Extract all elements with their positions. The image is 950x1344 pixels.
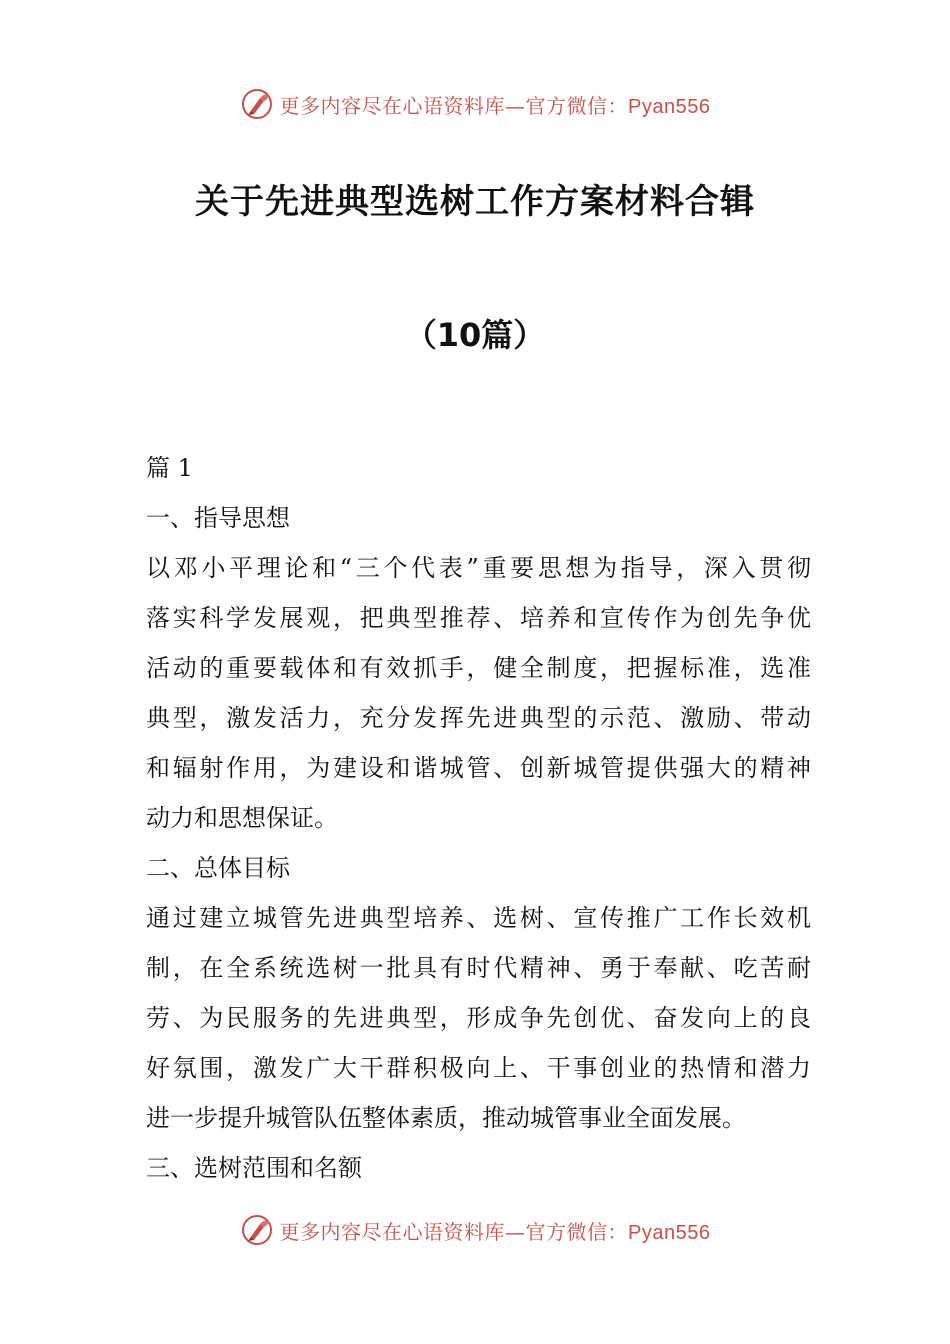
- header-banner: [0, 82, 950, 126]
- banner-text: 更多内容尽在心语资料库—官方微信：Pyan556: [279, 1219, 711, 1244]
- text-line: 活动的重要载体和有效抓手，健全制度，把握标准，选准: [146, 654, 811, 682]
- pen-nib-logo-icon: [240, 87, 274, 121]
- text-line: 动力和思想保证。: [146, 804, 338, 832]
- document-subtitle: （10篇）: [404, 316, 546, 354]
- footer-banner: [0, 1208, 950, 1252]
- text-line: 好氛围，激发广大干群积极向上、干事创业的热情和潜力: [146, 1054, 811, 1082]
- banner-text: 更多内容尽在心语资料库—官方微信：Pyan556: [279, 93, 711, 118]
- text-line: 以邓小平理论和“三个代表”重要思想为指导，深入贯彻: [146, 554, 811, 582]
- document-title: 关于先进典型选树工作方案材料合辑: [195, 182, 755, 222]
- document-body: [146, 448, 811, 1198]
- text-line: 制，在全系统选树一批具有时代精神、勇于奉献、吃苦耐: [146, 954, 811, 982]
- text-line: 典型，激发活力，充分发挥先进典型的示范、激励、带动: [146, 704, 811, 732]
- text-line: 二、总体目标: [146, 854, 290, 882]
- text-line: 劳、为民服务的先进典型，形成争先创优、奋发向上的良: [146, 1004, 811, 1032]
- text-line: 三、选树范围和名额: [146, 1154, 362, 1182]
- text-line: 落实科学发展观，把典型推荐、培养和宣传作为创先争优: [146, 604, 811, 632]
- text-line: 一、指导思想: [146, 504, 290, 532]
- pen-nib-logo-icon: [240, 1213, 274, 1247]
- text-line: 进一步提升城管队伍整体素质，推动城管事业全面发展。: [146, 1104, 746, 1132]
- text-line: 和辐射作用，为建设和谐城管、创新城管提供强大的精神: [146, 754, 811, 782]
- text-line: 通过建立城管先进典型培养、选树、宣传推广工作长效机: [146, 904, 811, 932]
- text-line: 篇 1: [146, 454, 193, 482]
